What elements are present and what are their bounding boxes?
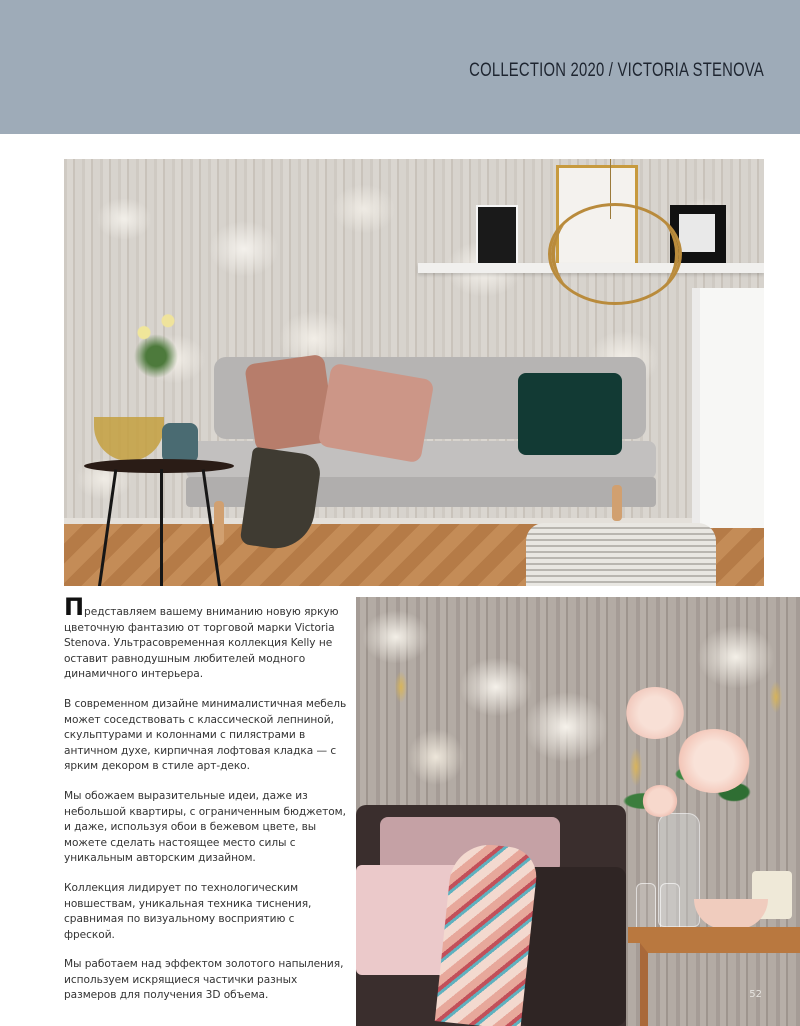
- sofa-leg: [214, 501, 224, 545]
- gold-pendant-lamp: [548, 203, 682, 305]
- framed-photo-dark: [476, 205, 518, 267]
- peony-bud: [642, 785, 678, 817]
- paragraph-5: Мы работаем над эффектом золотого напыления, используем искрящиеся частички разных размеров для получения 3D объема.: [64, 958, 344, 1002]
- living-room-photo: [64, 159, 764, 586]
- peony-flower: [676, 729, 752, 793]
- peony-flower: [624, 687, 686, 739]
- paragraph-2: В современном дизайне минималистичная мебель может соседствовать с классической лепниной, скульптурами и колоннами с пилястрами в античном духе, кирпичная лофтовая кладка — с ярким декором в стиле арт-деко.: [64, 697, 347, 773]
- article-body: [64, 593, 348, 1018]
- paragraph-3: Мы обожаем выразительные идеи, даже из небольшой квартиры, с ограниченным бюджетом, и даже, используя обои в бежевом цвете, вы можете сделать настоящее место силы с уникальным авторским дизайном.: [64, 789, 346, 865]
- wooden-side-table: [628, 927, 800, 943]
- drop-cap: П: [64, 593, 85, 621]
- wallpaper-detail-photo: [356, 597, 800, 1026]
- wine-glass: [636, 883, 656, 929]
- ceramic-vase: [162, 423, 198, 463]
- page-header: [0, 0, 800, 134]
- paragraph-4: Коллекция лидирует по технологическим новшествам, уникальная техника тиснения, сравнимая по визуальному восприятию с фреской.: [64, 881, 312, 941]
- wine-glass: [660, 883, 680, 929]
- sofa-leg: [612, 485, 622, 521]
- yellow-flowers: [120, 309, 200, 427]
- page-number: 52: [749, 989, 762, 1000]
- black-side-table: [84, 459, 234, 473]
- dark-green-pillow: [518, 373, 622, 455]
- paragraph-1: Представляем вашему вниманию новую яркую цветочную фантазию от торговой марки Victoria Stenova. Ультрасовременная коллекция Kelly не оставит равнодушным любителей модного динамичного интерьера.: [64, 593, 339, 681]
- knitted-pouf: [526, 523, 716, 586]
- side-table-frame: [640, 943, 800, 1026]
- collection-title: COLLECTION 2020 / VICTORIA STENOVA: [469, 60, 764, 81]
- table-leg: [160, 469, 163, 586]
- white-bookcase: [692, 288, 764, 528]
- pink-pillow: [317, 363, 434, 464]
